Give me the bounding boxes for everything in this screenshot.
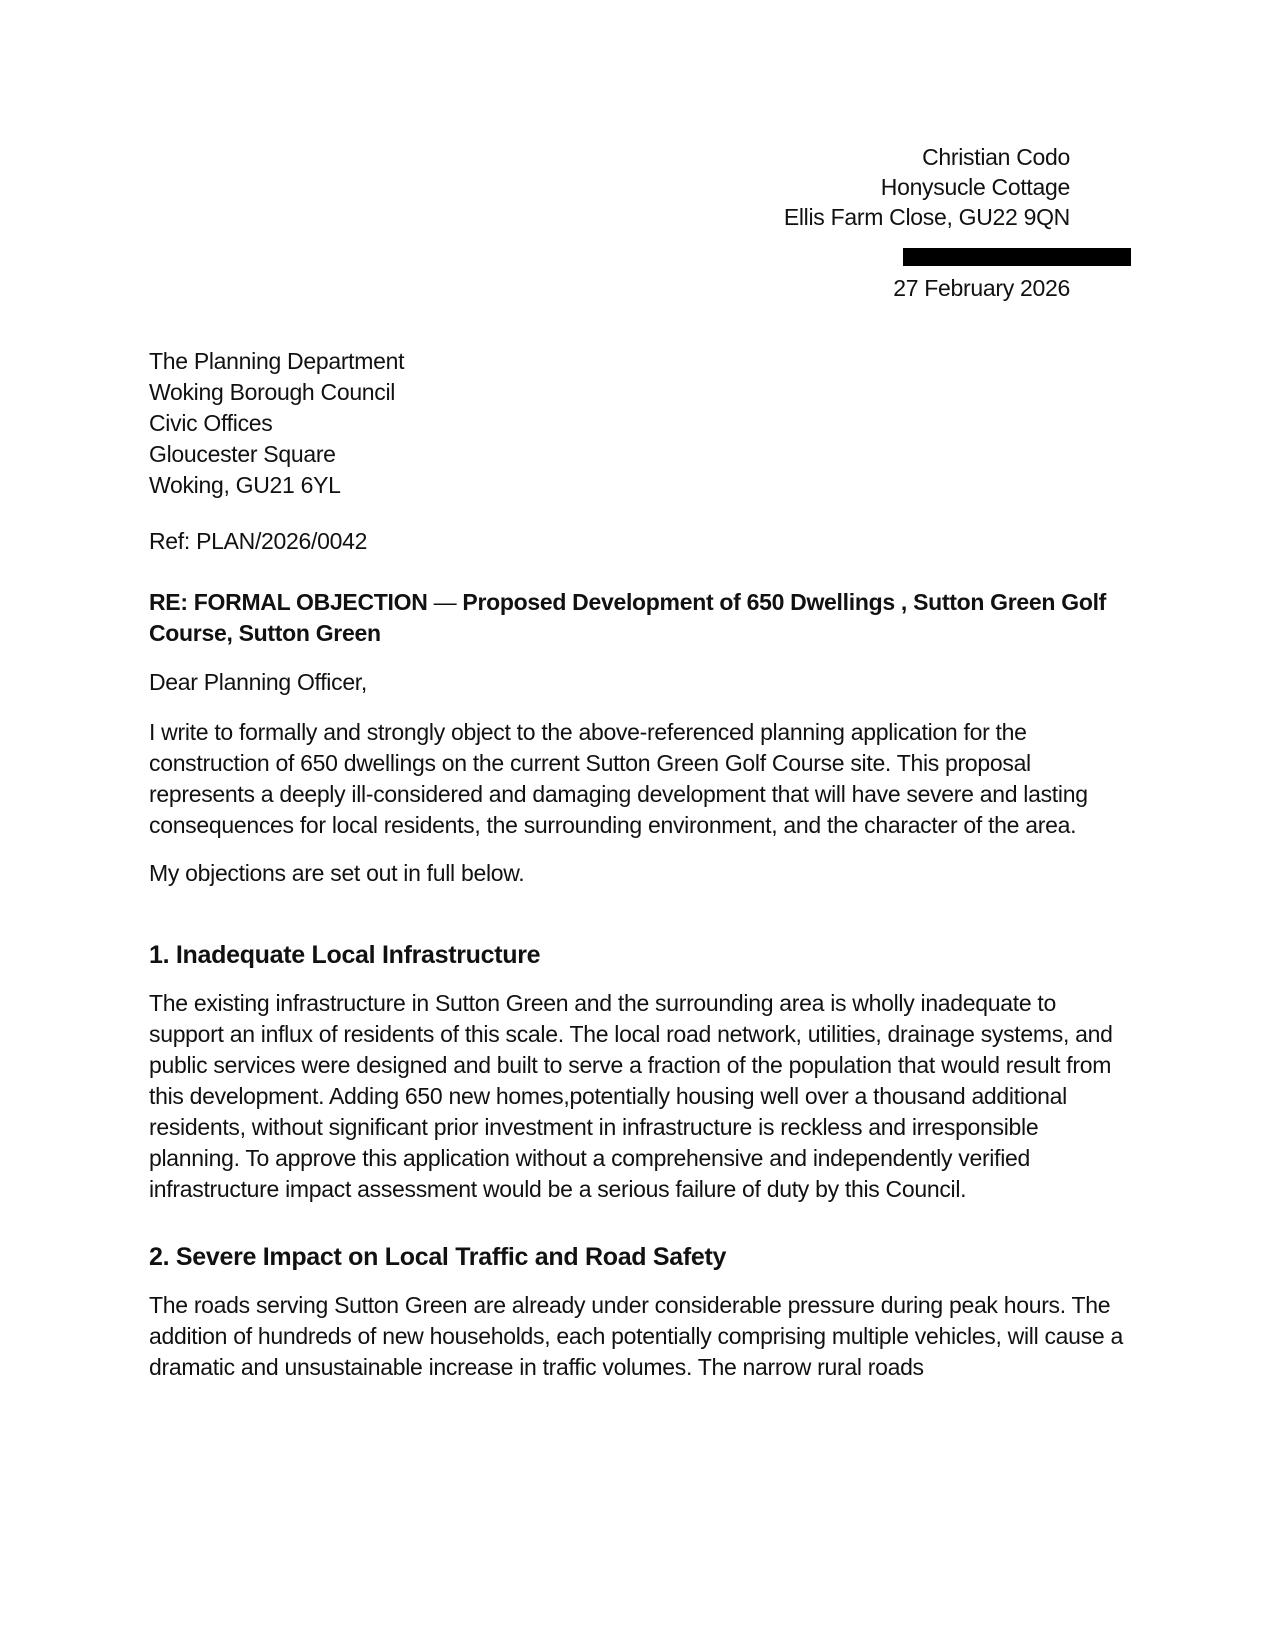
recipient-address-block <box>149 346 1124 501</box>
recipient-line-3: Civic Offices <box>149 410 273 436</box>
sender-address-line-2: Ellis Farm Close, GU22 9QN <box>783 204 1070 230</box>
section-text-infrastructure: The existing infrastructure in Sutton Green and the surrounding area is wholly inadequate to support an influx of residents of this scale. The local road network, utilities, drainage systems, and public services were designed and built to serve a fraction of the population that would result from this development. Adding 650 new homes,potentially housing well over a thousand additional residents, without significant prior investment in infrastructure is reckless and irresponsible planning. To approve this application without a comprehensive and independently verified infrastructure impact assessment would be a serious failure of duty by this Council. <box>149 990 1113 1202</box>
letter-date: 27 February 2026 <box>893 275 1070 301</box>
objections-intro: My objections are set out in full below. <box>149 860 525 886</box>
sender-address-block <box>784 142 1070 232</box>
subject-prefix: RE: FORMAL OBJECTION <box>149 589 428 615</box>
recipient-line-2: Woking Borough Council <box>149 379 396 405</box>
subject-text: Proposed Development of 650 Dwellings , Sutton Green Golf Course, Sutton Green <box>149 589 1107 646</box>
section-heading-infrastructure: 1. Inadequate Local Infrastructure <box>149 941 541 969</box>
sender-address-line-1: Honysucle Cottage <box>880 174 1070 200</box>
section-text-traffic: The roads serving Sutton Green are already under considerable pressure during peak hours. The addition of hundreds of new households, each potentially comprising multiple vehicles, will cause a dramatic and unsustainable increase in traffic volumes. The narrow rural roads <box>149 1292 1123 1380</box>
subject-line <box>149 587 1124 649</box>
letter-body <box>149 346 1124 1383</box>
reference-number: Ref: PLAN/2026/0042 <box>149 528 368 554</box>
sender-name: Christian Codo <box>922 144 1070 170</box>
section-heading-traffic: 2. Severe Impact on Local Traffic and Road Safety <box>149 1243 727 1271</box>
salutation: Dear Planning Officer, <box>149 669 367 695</box>
recipient-line-1: The Planning Department <box>149 348 405 374</box>
recipient-line-4: Gloucester Square <box>149 441 336 467</box>
subject-dash: — <box>427 589 463 615</box>
intro-paragraph: I write to formally and strongly object to the above-referenced planning application for the construction of 650 dwellings on the current Sutton Green Golf Course site. This proposal represents a deeply ill-considered and damaging development that will have severe and lasting consequences for local residents, the surrounding environment, and the character of the area. <box>149 719 1088 838</box>
redaction-bar <box>903 248 1131 266</box>
recipient-line-5: Woking, GU21 6YL <box>149 472 341 498</box>
